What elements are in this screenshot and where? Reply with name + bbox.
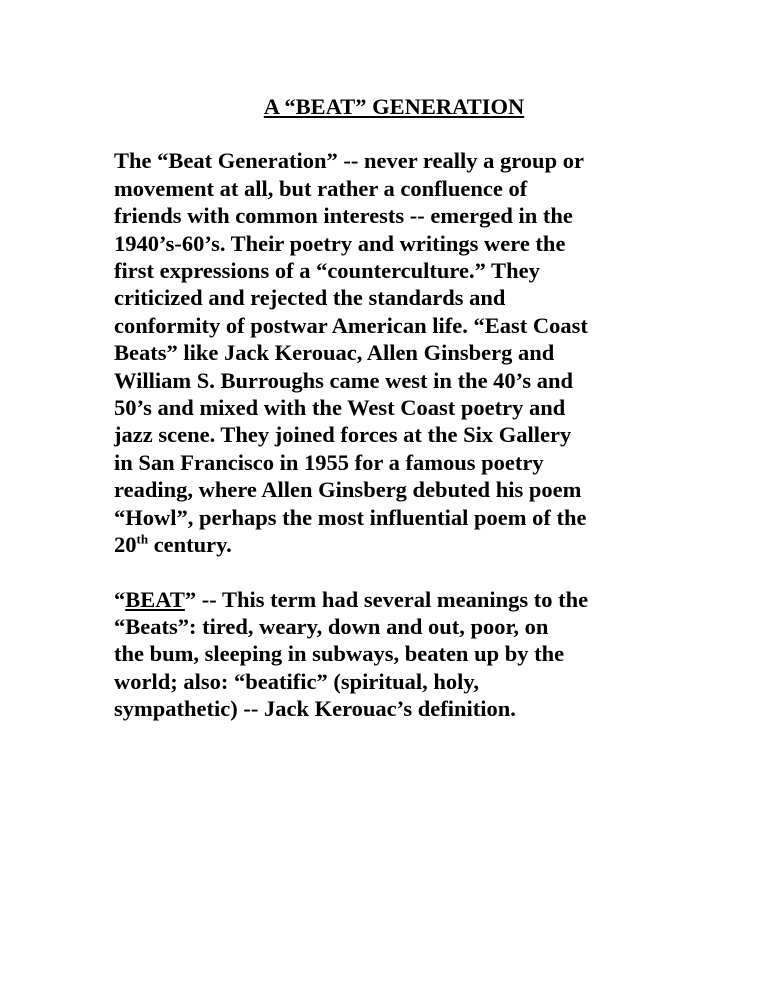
- paragraph-line: Beats” like Jack Kerouac, Allen Ginsberg and: [114, 340, 555, 366]
- term-description: ” -- This term had several meanings to the: [184, 586, 589, 612]
- paragraph-line: 50’s and mixed with the West Coast poetry and: [114, 395, 566, 421]
- document-page: [114, 93, 674, 750]
- term-beat: BEAT: [125, 586, 185, 612]
- paragraph-line: 1940’s-60’s. Their poetry and writings were the: [114, 230, 566, 256]
- paragraph-line: friends with common interests -- emerged in the: [114, 203, 573, 229]
- paragraph-line: The “Beat Generation” -- never really a group or: [114, 148, 584, 174]
- paragraph-line: first expressions of a “counterculture.” They: [114, 258, 540, 284]
- document-title: A “BEAT” GENERATION: [263, 94, 525, 119]
- paragraph-beat-generation: [114, 147, 674, 558]
- paragraph-last-line: [114, 531, 674, 558]
- paragraph-line: conformity of postwar American life. “East Coast: [114, 312, 588, 338]
- paragraph-line: the bum, sleeping in subways, beaten up by the: [114, 641, 565, 667]
- ordinal-suffix: th: [136, 531, 149, 547]
- century-number: 20: [114, 532, 137, 558]
- paragraph-beat-definition: [114, 586, 674, 723]
- paragraph-line: jazz scene. They joined forces at the Six Gallery: [114, 422, 572, 448]
- paragraph-line: world; also: “beatific” (spiritual, holy,: [114, 668, 479, 694]
- paragraph-line: criticized and rejected the standards and: [114, 285, 506, 311]
- paragraph-line: “Howl”, perhaps the most influential poem of the: [114, 504, 587, 530]
- paragraph-line: movement at all, but rather a confluence of: [114, 175, 528, 201]
- open-quote: “: [114, 586, 126, 612]
- paragraph-line: in San Francisco in 1955 for a famous poetry: [114, 449, 544, 475]
- definition-first-line: [114, 586, 674, 613]
- paragraph-line: William S. Burroughs came west in the 40’s and: [114, 367, 573, 393]
- paragraph-line: reading, where Allen Ginsberg debuted his poem: [114, 477, 582, 503]
- paragraph-line: “Beats”: tired, weary, down and out, poor, on: [114, 613, 549, 639]
- century-word: century.: [148, 532, 232, 558]
- paragraph-line: sympathetic) -- Jack Kerouac’s definition.: [114, 696, 516, 722]
